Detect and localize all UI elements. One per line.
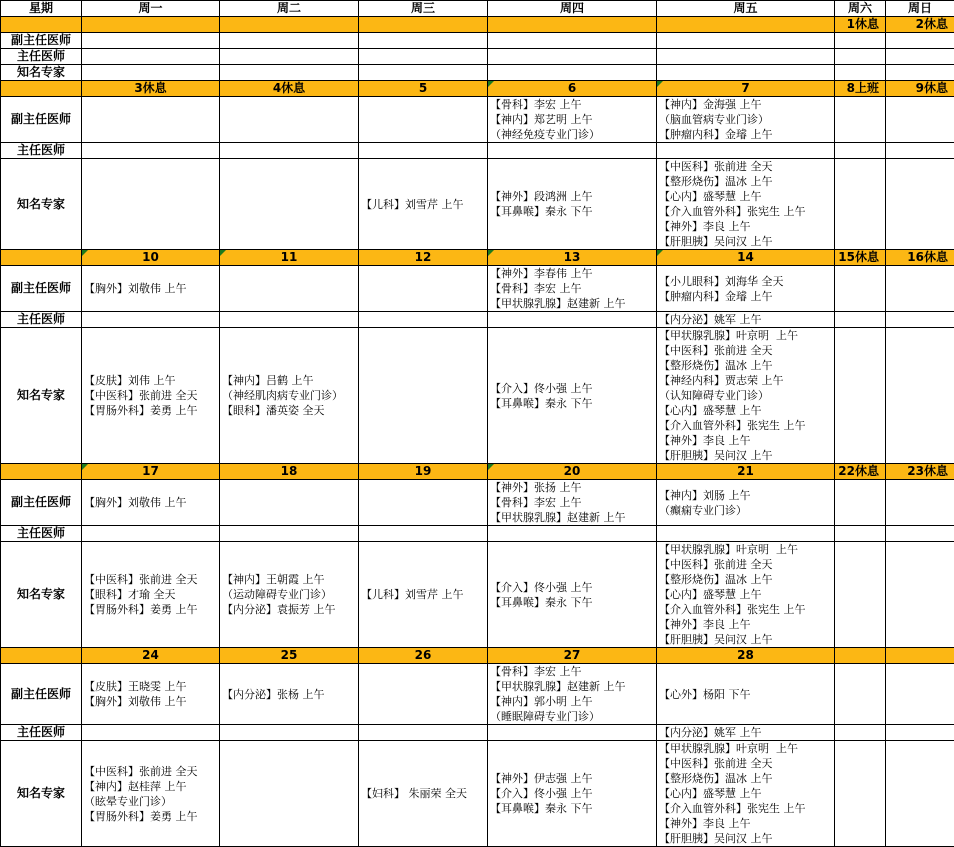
role-label: 知名专家 [1,542,82,648]
schedule-cell: 【中医科】张前进 全天 【神内】赵桂萍 上午 （眩晕专业门诊） 【胃肠外科】姜勇 上午 [82,741,220,847]
schedule-cell: 【内分泌】姚军 上午 [657,312,835,328]
schedule-cell: 【儿科】刘雪芹 上午 [359,542,488,648]
schedule-cell: 【妇科】 朱丽荣 全天 [359,741,488,847]
role-label: 主任医师 [1,143,82,159]
role-label: 副主任医师 [1,664,82,725]
schedule-cell: 【神外】段鸿洲 上午 【耳鼻喉】秦永 下午 [488,159,657,250]
date-cell: 19 [359,464,488,480]
schedule-cell: 【神内】吕鹤 上午 （神经肌肉病专业门诊） 【眼科】潘英姿 全天 [220,328,359,464]
role-row-chief [1,725,954,741]
header-tue: 周二 [220,1,359,17]
date-cell: 14 [657,250,835,266]
date-cell: 4休息 [220,81,359,97]
role-label: 主任医师 [1,725,82,741]
date-cell: 23休息 [886,464,954,480]
schedule-cell: 【神外】李春伟 上午 【骨科】李宏 上午 【甲状腺乳腺】赵建新 上午 [488,266,657,312]
role-row-expert [1,542,954,648]
date-cell: 1休息 [835,17,886,33]
schedule-cell: 【皮肤】王晓雯 上午 【胸外】刘敬伟 上午 [82,664,220,725]
date-cell: 13 [488,250,657,266]
schedule-cell: 【心外】杨阳 下午 [657,664,835,725]
schedule-cell: 【内分泌】姚军 上午 [657,725,835,741]
date-cell: 2休息 [886,17,954,33]
role-label: 副主任医师 [1,97,82,143]
date-row [1,464,954,480]
schedule-cell: 【儿科】刘雪芹 上午 [359,159,488,250]
date-cell: 9休息 [886,81,954,97]
header-sun: 周日 [886,1,954,17]
role-row-vice [1,33,954,49]
corner-marker-icon [220,250,226,256]
schedule-cell: 【神内】王朝霞 上午 （运动障碍专业门诊） 【内分泌】袁振芳 上午 [220,542,359,648]
date-cell: 26 [359,648,488,664]
header-row [1,1,954,17]
schedule-cell: 【骨科】李宏 上午 【神内】郑艺明 上午 （神经免疫专业门诊） [488,97,657,143]
header-mon: 周一 [82,1,220,17]
date-cell: 6 [488,81,657,97]
role-label: 主任医师 [1,312,82,328]
role-row-chief [1,49,954,65]
date-cell: 27 [488,648,657,664]
schedule-cell: 【神内】刘肠 上午 （癫痫专业门诊） [657,480,835,526]
role-row-chief [1,526,954,542]
corner-marker-icon [657,250,663,256]
role-label: 知名专家 [1,65,82,81]
schedule-cell: 【胸外】刘敬伟 上午 [82,266,220,312]
date-cell: 16休息 [886,250,954,266]
header-sat: 周六 [835,1,886,17]
date-cell: 20 [488,464,657,480]
date-cell: 15休息 [835,250,886,266]
header-wed: 周三 [359,1,488,17]
date-cell: 25 [220,648,359,664]
schedule-cell: 【皮肤】刘伟 上午 【中医科】张前进 全天 【胃肠外科】姜勇 上午 [82,328,220,464]
header-fri: 周五 [657,1,835,17]
role-row-expert [1,741,954,847]
header-week: 星期 [1,1,82,17]
role-row-expert [1,328,954,464]
schedule-cell: 【神内】金海强 上午 （脑血管病专业门诊） 【肿瘤内科】金璿 上午 [657,97,835,143]
date-cell: 7 [657,81,835,97]
schedule-cell: 【小儿眼科】刘海华 全天 【肿瘤内科】金璿 上午 [657,266,835,312]
date-cell: 5 [359,81,488,97]
corner-marker-icon [488,81,494,87]
role-row-vice [1,97,954,143]
schedule-cell: 【中医科】张前进 全天 【眼科】才瑜 全天 【胃肠外科】姜勇 上午 [82,542,220,648]
date-cell: 21 [657,464,835,480]
role-row-vice [1,266,954,312]
date-cell: 3休息 [82,81,220,97]
role-row-vice [1,664,954,725]
corner-marker-icon [488,250,494,256]
role-row-expert [1,65,954,81]
role-label: 副主任医师 [1,33,82,49]
role-label: 副主任医师 [1,266,82,312]
date-cell: 24 [82,648,220,664]
schedule-cell: 【甲状腺乳腺】叶京明 上午 【中医科】张前进 全天 【整形烧伤】温冰 上午 【神经内科】贾志荣 上午 （认知障碍专业门诊） 【心内】盛琴慧 上午 【介入血管外科】张宪生 上午 【神外】李良 上午 【肝胆胰】吴问汉 上午 [657,328,835,464]
corner-marker-icon [657,81,663,87]
role-label: 知名专家 [1,741,82,847]
date-cell: 11 [220,250,359,266]
role-label: 知名专家 [1,328,82,464]
role-label: 副主任医师 [1,480,82,526]
role-label: 知名专家 [1,159,82,250]
role-row-chief [1,312,954,328]
date-row [1,81,954,97]
date-row [1,648,954,664]
date-row [1,250,954,266]
schedule-cell: 【甲状腺乳腺】叶京明 上午 【中医科】张前进 全天 【整形烧伤】温冰 上午 【心内】盛琴慧 上午 【介入血管外科】张宪生 上午 【神外】李良 上午 【肝胆胰】吴问汉 上午 [657,542,835,648]
schedule-cell: 【中医科】张前进 全天 【整形烧伤】温冰 上午 【心内】盛琴慧 上午 【介入血管外科】张宪生 上午 【神外】李良 上午 【肝胆胰】吴问汉 上午 [657,159,835,250]
schedule-cell: 【介入】佟小强 上午 【耳鼻喉】秦永 下午 [488,328,657,464]
header-thu: 周四 [488,1,657,17]
date-cell: 18 [220,464,359,480]
role-label: 主任医师 [1,49,82,65]
corner-marker-icon [82,464,88,470]
schedule-cell: 【介入】佟小强 上午 【耳鼻喉】秦永 下午 [488,542,657,648]
role-label: 主任医师 [1,526,82,542]
corner-marker-icon [82,250,88,256]
schedule-cell: 【胸外】刘敬伟 上午 [82,480,220,526]
date-cell: 8上班 [835,81,886,97]
schedule-cell: 【神外】张扬 上午 【骨科】李宏 上午 【甲状腺乳腺】赵建新 上午 [488,480,657,526]
date-cell: 10 [82,250,220,266]
schedule-cell: 【骨科】李宏 上午 【甲状腺乳腺】赵建新 上午 【神内】郭小明 上午 （睡眠障碍专业门诊） [488,664,657,725]
date-cell: 22休息 [835,464,886,480]
corner-marker-icon [488,464,494,470]
schedule-cell: 【甲状腺乳腺】叶京明 上午 【中医科】张前进 全天 【整形烧伤】温冰 上午 【心内】盛琴慧 上午 【介入血管外科】张宪生 上午 【神外】李良 上午 【肝胆胰】吴问汉 上午 [657,741,835,847]
date-row [1,17,954,33]
schedule-cell: 【神外】伊志强 上午 【介入】佟小强 上午 【耳鼻喉】秦永 下午 [488,741,657,847]
role-row-chief [1,143,954,159]
role-row-expert [1,159,954,250]
date-cell: 28 [657,648,835,664]
schedule-cell: 【内分泌】张杨 上午 [220,664,359,725]
date-cell: 12 [359,250,488,266]
date-cell: 17 [82,464,220,480]
role-row-vice [1,480,954,526]
